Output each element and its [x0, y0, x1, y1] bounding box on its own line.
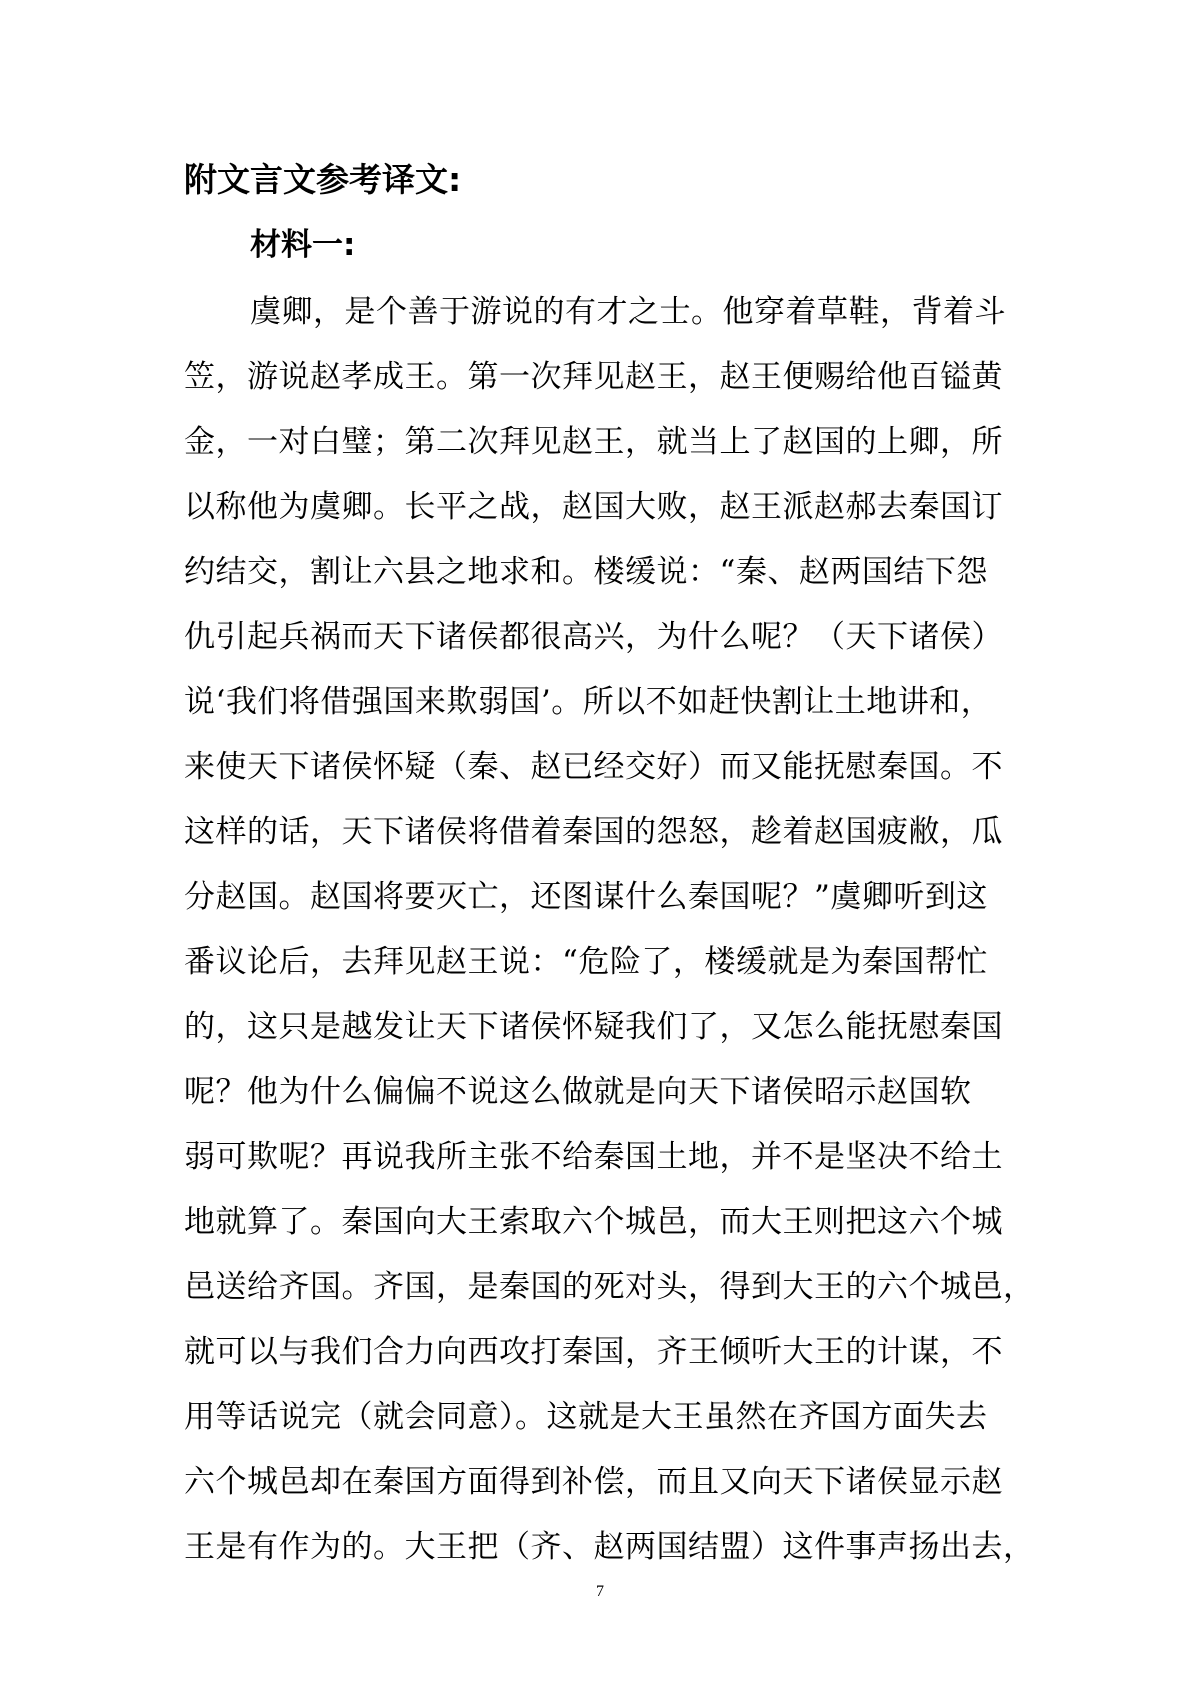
paragraph-line: 分赵国。赵国将要灭亡，还图谋什么秦国呢？”虞卿听到这 — [184, 879, 988, 915]
paragraph-line: 虞卿，是个善于游说的有才之士。他穿着草鞋，背着斗 — [250, 294, 1006, 330]
paragraph-line: 就可以与我们合力向西攻打秦国，齐王倾听大王的计谋，不 — [184, 1334, 1003, 1370]
paragraph-line: 来使天下诸侯怀疑（秦、赵已经交好）而又能抚慰秦国。不 — [184, 749, 1003, 785]
paragraph-line: 用等话说完（就会同意）。这就是大王虽然在齐国方面失去 — [184, 1399, 988, 1435]
paragraph-line: 以称他为虞卿。长平之战，赵国大败，赵王派赵郝去秦国订 — [184, 489, 1003, 525]
paragraph-line: 的，这只是越发让天下诸侯怀疑我们了，又怎么能抚慰秦国 — [184, 1009, 1003, 1045]
paragraph-line: 邑送给齐国。齐国，是秦国的死对头，得到大王的六个城邑， — [184, 1269, 1035, 1305]
paragraph-line: 约结交，割让六县之地求和。楼缓说：“秦、赵两国结下怨 — [184, 554, 988, 590]
paragraph-line: 这样的话，天下诸侯将借着秦国的怨怒，趁着赵国疲敝，瓜 — [184, 814, 1003, 850]
paragraph-line: 笠，游说赵孝成王。第一次拜见赵王，赵王便赐给他百镒黄 — [184, 359, 1003, 395]
paragraph-line: 金，一对白璧；第二次拜见赵王，就当上了赵国的上卿，所 — [184, 424, 1003, 460]
section-heading: 附文言文参考译文: — [184, 160, 462, 199]
page-number: 7 — [596, 1583, 604, 1600]
paragraph-line: 番议论后，去拜见赵王说：“危险了，楼缓就是为秦国帮忙 — [184, 944, 988, 980]
paragraph-line: 王是有作为的。大王把（齐、赵两国结盟）这件事声扬出去， — [184, 1529, 1035, 1565]
paragraph-line: 说‘我们将借强国来欺弱国’。所以不如赶快割让土地讲和， — [184, 684, 993, 720]
material-subheading: 材料一: — [250, 227, 356, 263]
paragraph-line: 仇引起兵祸而天下诸侯都很高兴，为什么呢？（天下诸侯） — [184, 619, 1003, 655]
paragraph-line: 六个城邑却在秦国方面得到补偿，而且又向天下诸侯显示赵 — [184, 1464, 1003, 1500]
paragraph-line: 呢？他为什么偏偏不说这么做就是向天下诸侯昭示赵国软 — [184, 1074, 972, 1110]
paragraph-line: 地就算了。秦国向大王索取六个城邑，而大王则把这六个城 — [184, 1204, 1003, 1240]
paragraph-line: 弱可欺呢？再说我所主张不给秦国土地，并不是坚决不给土 — [184, 1139, 1003, 1175]
translation-body — [184, 280, 1035, 1580]
